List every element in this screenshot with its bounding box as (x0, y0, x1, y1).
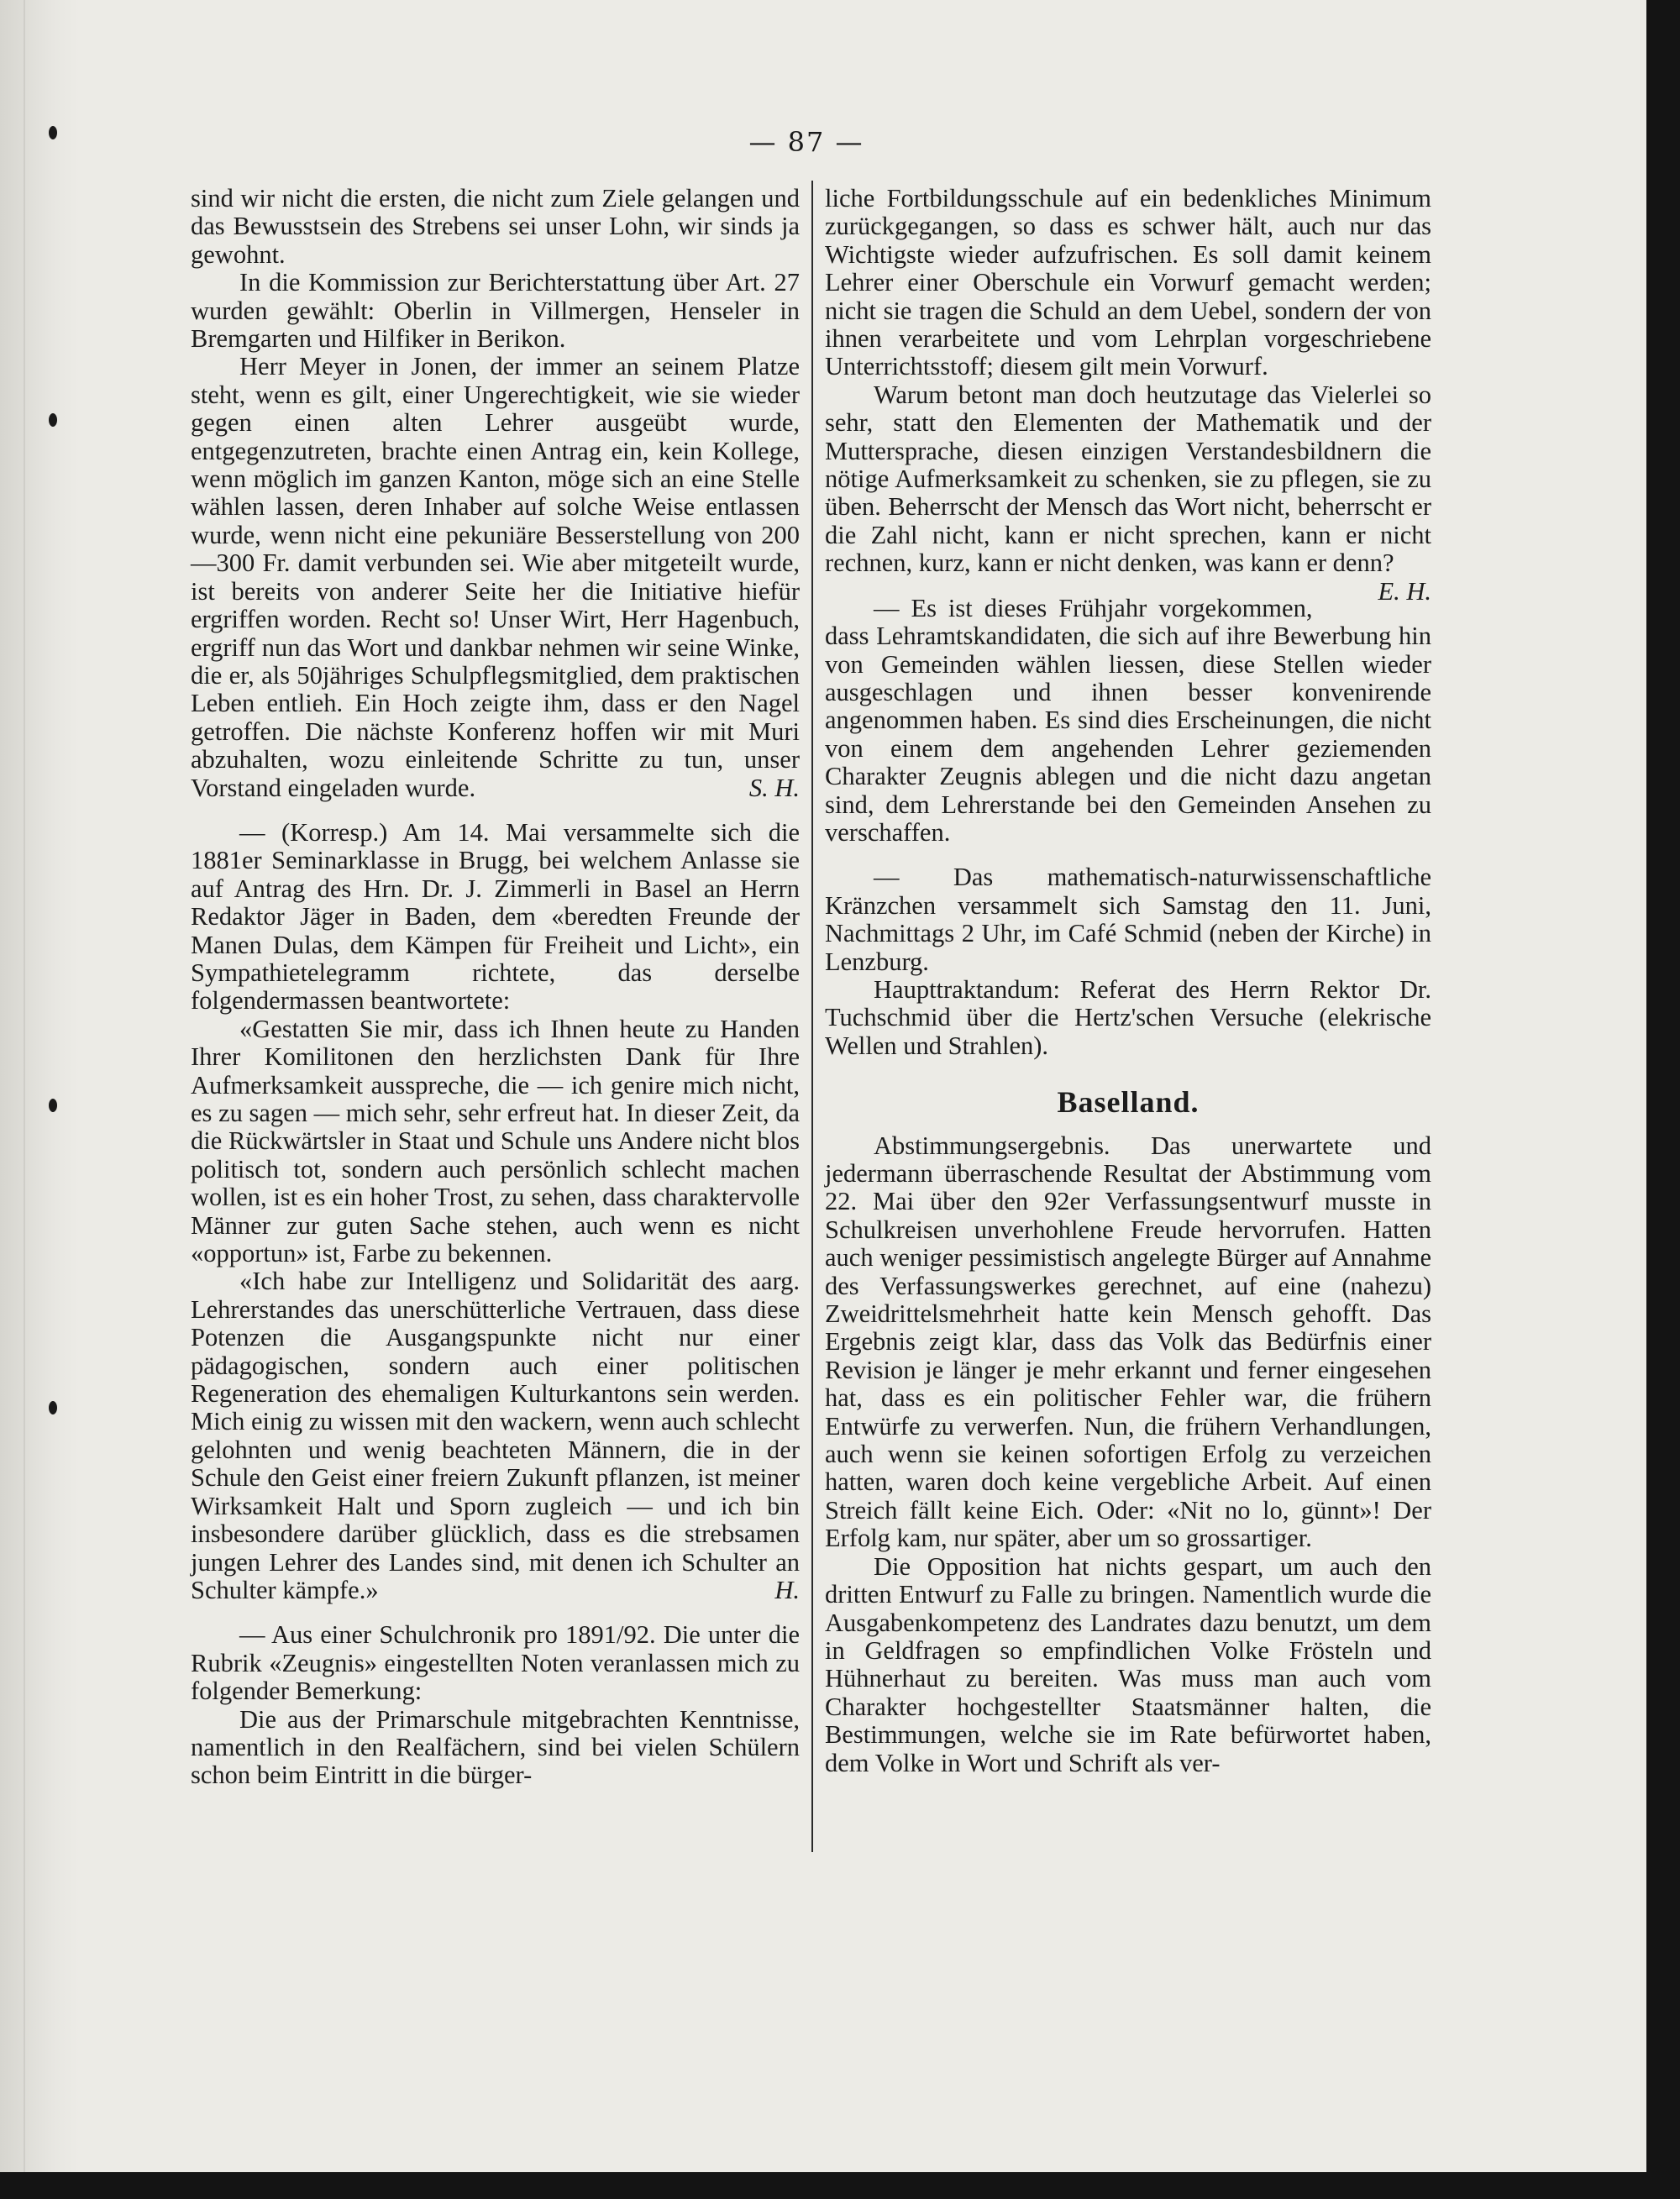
binding-hole-mark (49, 126, 57, 139)
paragraph: Abstimmungsergebnis. Das unerwartete und jedermann überraschende Resultat der Abstimmung vom 22. Mai über den 92er Verfassungsentwurf musste in Schulkreisen unverhohlene Freude hervorrufen. Hatten auch weniger pessimistisch angelegte Bürger auf Annahme des Verfassungswerkes gerechnet, auf eine (nahezu) Zweidrittelsmehrheit hatte kein Mensch gehofft. Das Ergebnis zeigt klar, dass das Volk das Bedürfnis einer Revision je länger je mehr erkannt und ferner eingesehen hat, dass es ein politischer Fehler war, die frühern Entwürfe zu verwerfen. Nun, die frühern Verhandlungen, auch wenn sie keinen sofortigen Erfolg zu verzeichen hatten, waren doch keine vergebliche Arbeit. Auf einen Streich fällt keine Eich. Oder: «Nit no lo, günnt»! Der Erfolg kam, nur später, aber um so grossartiger. (825, 1131, 1431, 1553)
paragraph: «Gestatten Sie mir, dass ich Ihnen heute zu Handen Ihrer Komilitonen den herzlichsten Dank für Ihre Aufmerksamkeit ausspreche, die — ich genire mich nicht, es zu sagen — mich sehr, sehr erfreut hat. In dieser Zeit, da die Rückwärtsler in Staat und Schule uns Andere nicht blos politisch tot, sondern auch persönlich schlecht machen wollen, ist es ein hoher Trost, zu sehen, dass charaktervolle Männer zur guten Sache stehen, auch wenn es nicht «opportun» ist, Farbe zu bekennen. (191, 1014, 800, 1268)
paragraph: Die aus der Primarschule mitgebrachten Kenntnisse, namentlich in den Realfächern, sind bei vielen Schülern schon beim Eintritt in die bürger- (191, 1704, 800, 1790)
page-number: — 87 — (748, 126, 864, 158)
paragraph: — Es ist dieses Frühjahr vorgekommen, dass Lehramtskandidaten, die sich auf ihre Bewerbung hin von Gemeinden wählen liessen, diese Stellen wieder ausgeschlagen und ihnen besser konvenirende angenommen haben. Es sind dies Erscheinungen, die nicht von einem dem angehenden Lehrer geziemenden Charakter Zeugnis ablegen und die nicht dazu angetan sind, dem Lehrerstande bei den Gemeinden Ansehen zu verschaffen. (825, 593, 1431, 847)
paragraph: Warum betont man doch heutzutage das Vielerlei so sehr, statt den Elementen der Mathematik und der Muttersprache, diesen einzigen Verstandesbildnern die nötige Aufmerksamkeit zu schenken, sie zu pflegen, sie zu üben. Beherrscht der Mensch das Wort nicht, beherrscht er die Zahl nicht, kann er nicht sprechen, kann er nicht rechnen, kurz, kann er nicht denken, was kann er denn? E. H. (825, 380, 1431, 606)
column-divider (811, 181, 813, 1852)
binding-hole-mark (49, 413, 57, 427)
section-heading: Baselland. (1057, 1085, 1200, 1120)
paragraph: Haupttraktandum: Referat des Herrn Rektor Dr. Tuchschmid über die Hertz'schen Versuche (elekrische Wellen und Strahlen). (825, 974, 1431, 1060)
page-gutter (0, 0, 80, 2172)
signature: E. H. (1378, 576, 1431, 606)
paragraph: — Aus einer Schulchronik pro 1891/92. Die unter die Rubrik «Zeugnis» eingestellten Noten veranlassen mich zu folgender Bemerkung: (191, 1620, 800, 1706)
binding-hole-mark (49, 1099, 57, 1112)
paragraph: «Ich habe zur Intelligenz und Solidarität des aarg. Lehrerstandes das unerschütterliche Vertrauen, dass diese Potenzen die Ausgangspunkte nicht nur einer pädagogischen, sondern auch einer politischen Regeneration des ehemaligen Kulturkantons sein werden. Mich einig zu wissen mit den wackern, wenn auch schlecht gelohnten und wenig beachteten Männern, die in der Schule den Geist einer freiern Zukunft pflanzen, ist meiner Wirksamkeit Halt und Sporn zugleich — und ich bin insbesondere darüber glücklich, dass es die strebsamen jungen Lehrer des Landes sind, mit denen ich Schulter an Schulter kämpfe.» H. (191, 1267, 801, 1604)
left-column (191, 185, 800, 1790)
binding-edge (24, 0, 25, 2172)
signature: S. H. (748, 773, 800, 802)
paragraph: — Das mathematisch-naturwissenschaftliche Kränzchen versammelt sich Samstag den 11. Juni, Nachmittags 2 Uhr, im Café Schmid (neben der Kirche) in Lenzburg. (825, 863, 1431, 976)
signature: H. (774, 1575, 800, 1604)
paragraph: sind wir nicht die ersten, die nicht zum Ziele gelangen und das Bewusstsein des Strebens sei unser Lohn, wir sinds ja gewohnt. (191, 184, 800, 269)
binding-hole-mark (49, 1401, 57, 1414)
paragraph: In die Kommission zur Berichterstattung über Art. 27 wurden gewählt: Oberlin in Villmergen, Henseler in Bremgarten und Hilfiker in Berikon. (191, 268, 800, 354)
paragraph: liche Fortbildungsschule auf ein bedenkliches Minimum zurückgegangen, so dass es schwer hält, auch nur das Wichtigste wieder aufzufrischen. Es soll damit keinem Lehrer einer Oberschule ein Vorwurf gemacht werden; nicht sie tragen die Schuld an dem Uebel, sondern der von ihnen verarbeitete und vom Lehrplan vorgeschriebene Unterrichtsstoff; diesem gilt mein Vorwurf. (825, 184, 1431, 381)
paragraph: — (Korresp.) Am 14. Mai versammelte sich die 1881er Seminarklasse in Brugg, bei welchem Anlasse sie auf Antrag des Hrn. Dr. J. Zimmerli in Basel an Herrn Redaktor Jäger in Baden, dem «beredten Freunde der Manen Dulas, dem Kämpen für Freiheit und Licht», ein Sympathietelegramm richtete, das derselbe folgendermassen beantwortete: (191, 817, 800, 1016)
paragraph: Herr Meyer in Jonen, der immer an seinem Platze steht, wenn es gilt, einer Ungerechtigkeit, wie sie wieder gegen einen alten Lehrer ausgeübt wurde, entgegenzutreten, brachte einen Antrag ein, kein Kollege, wenn möglich im ganzen Kanton, möge sich an eine Stelle wählen lassen, deren Inhaber auf solche Weise entlassen wurde, wenn nicht eine pekuniäre Besserstellung von 200—300 Fr. damit verbunden sei. Wie aber mitgeteilt wurde, ist bereits von anderer Seite her die Initiative hiefür ergriffen worden. Recht so! Unser Wirt, Herr Hagenbuch, ergriff nun das Wort und dankbar nehmen wir seine Winke, die er, als 50jähriges Schulpflegsmitglied, dem praktischen Leben entlieh. Ein Hoch zeigte ihm, dass er den Nagel getroffen. Die nächste Konferenz hoffen wir mit Muri abzuhalten, wozu einleitende Schritte zu tun, unser Vorstand eingeladen wurde. S. H. (191, 352, 800, 802)
paragraph: Die Opposition hat nichts gespart, um auch den dritten Entwurf zu Falle zu bringen. Namentlich wurde die Ausgabenkompetenz des Landrates dazu benutzt, um dem in Geldfragen so empfindlichen Volke Frösteln und Hühnerhaut zu bereiten. Was muss man auch vom Charakter hochgestellter Staatsmänner halten, die Bestimmungen, welche sie im Rate befürwortet haben, dem Volke in Wort und Schrift als ver- (825, 1551, 1431, 1777)
right-column (825, 185, 1431, 1777)
